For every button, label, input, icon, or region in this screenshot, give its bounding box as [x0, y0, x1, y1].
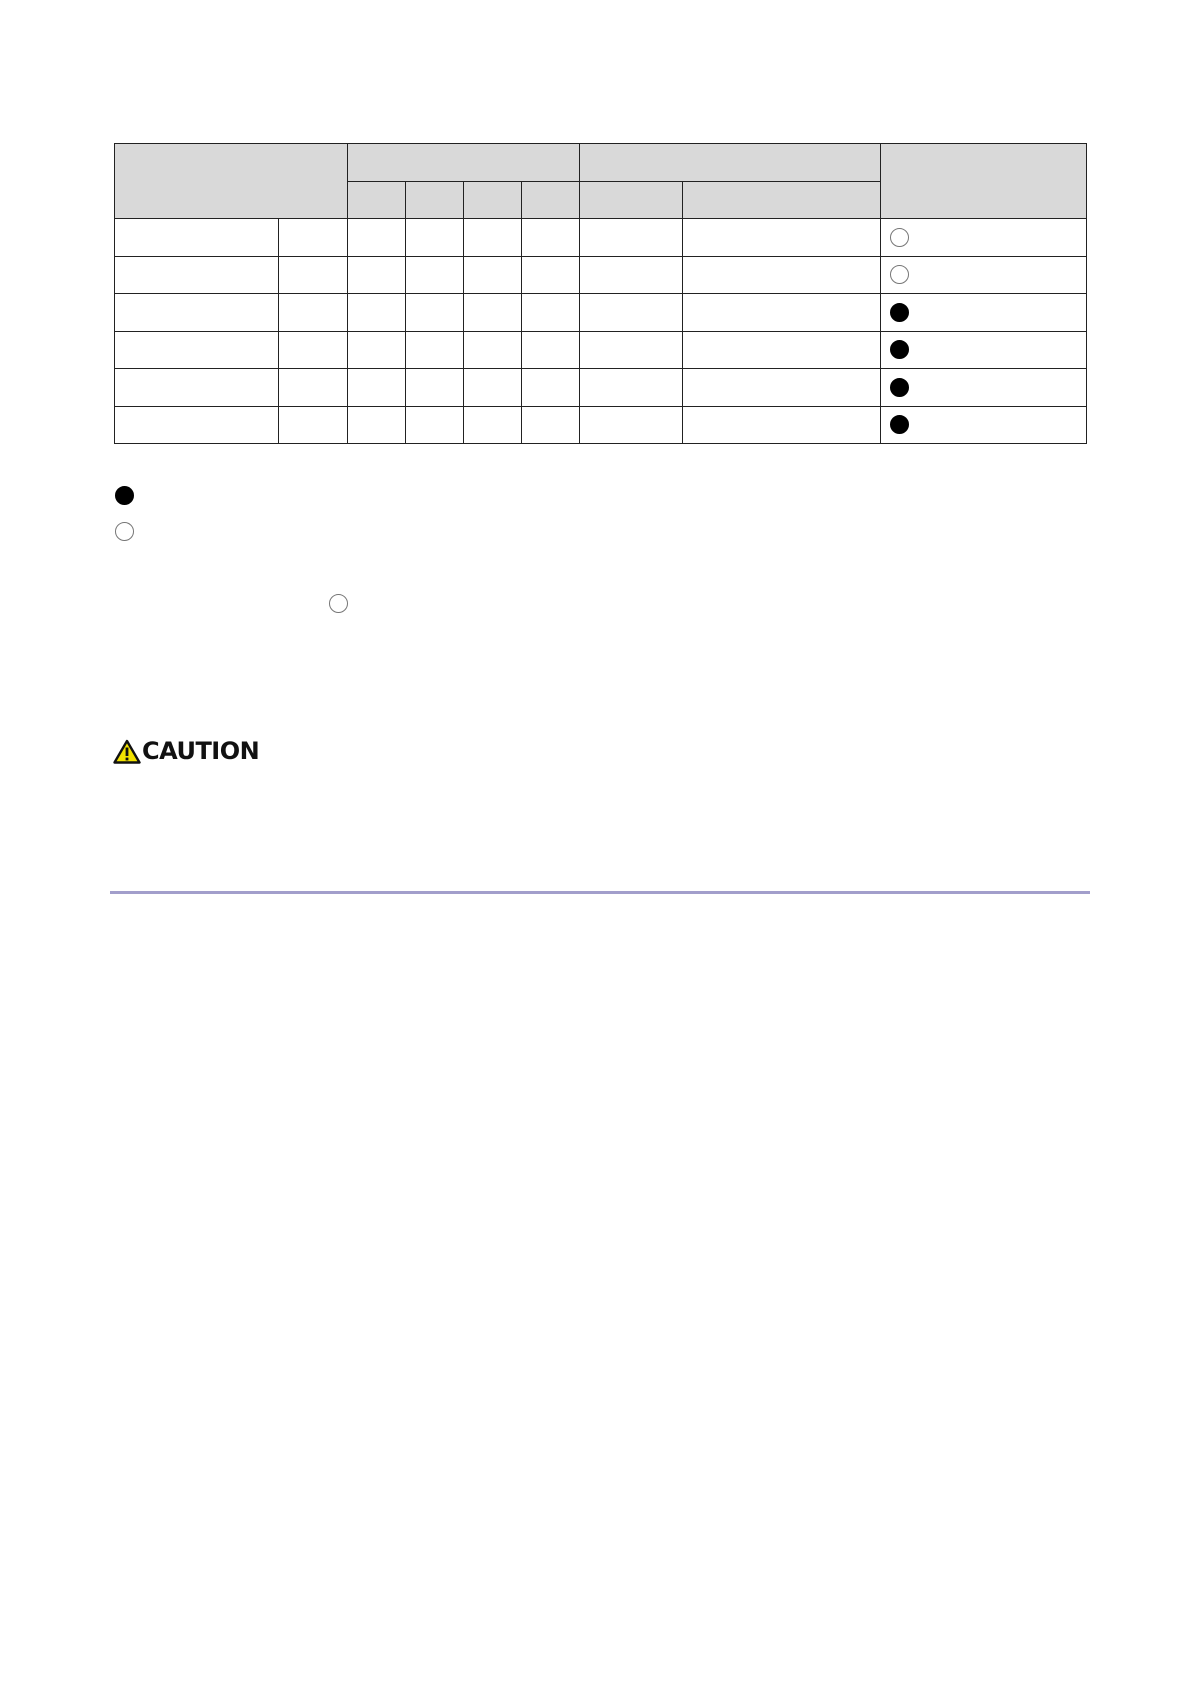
- table-cell: [464, 406, 522, 444]
- table-cell: [279, 369, 348, 407]
- table-cell: [348, 406, 406, 444]
- table-cell: [683, 256, 881, 294]
- table-row: [115, 219, 1087, 257]
- table-cell: [522, 256, 580, 294]
- table-cell: [115, 294, 279, 332]
- table-cell: [683, 219, 881, 257]
- subheader-cell: [348, 182, 406, 219]
- filled-circle-icon: [890, 340, 909, 359]
- header-cell: [881, 144, 1087, 219]
- table-row: [115, 294, 1087, 332]
- table-cell: [683, 331, 881, 369]
- table-cell: [348, 331, 406, 369]
- table-cell: [464, 219, 522, 257]
- subheader-cell: [464, 182, 522, 219]
- table-row: [115, 369, 1087, 407]
- legend-item-open: [115, 522, 134, 541]
- table-cell: [683, 406, 881, 444]
- open-circle-icon: [329, 594, 348, 613]
- table-cell: [406, 219, 464, 257]
- subheader-cell: [406, 182, 464, 219]
- table-cell: [580, 406, 683, 444]
- table-cell: [406, 369, 464, 407]
- table-cell: [115, 219, 279, 257]
- table-cell: [580, 256, 683, 294]
- table-header-row: [115, 144, 1087, 182]
- warning-triangle-icon: [113, 739, 141, 764]
- mark-cell: [881, 219, 1087, 257]
- filled-circle-icon: [890, 303, 909, 322]
- caution-heading: [113, 738, 259, 764]
- filled-circle-icon: [890, 378, 909, 397]
- table-row: [115, 406, 1087, 444]
- table-cell: [580, 369, 683, 407]
- subheader-cell: [522, 182, 580, 219]
- subheader-cell: [683, 182, 881, 219]
- table-cell: [348, 294, 406, 332]
- table-cell: [464, 256, 522, 294]
- filled-circle-icon: [890, 415, 909, 434]
- table-cell: [406, 331, 464, 369]
- table-cell: [522, 406, 580, 444]
- mark-cell: [881, 369, 1087, 407]
- table-row: [115, 256, 1087, 294]
- mark-cell: [881, 406, 1087, 444]
- open-circle-icon: [890, 228, 909, 247]
- table-cell: [464, 331, 522, 369]
- mark-cell: [881, 294, 1087, 332]
- table-cell: [348, 369, 406, 407]
- subheader-cell: [580, 182, 683, 219]
- table-cell: [580, 219, 683, 257]
- mark-cell: [881, 256, 1087, 294]
- caution-label: CAUTION: [142, 737, 260, 765]
- legend-item-filled: [115, 486, 134, 505]
- table-cell: [464, 294, 522, 332]
- table-cell: [279, 406, 348, 444]
- table-cell: [522, 331, 580, 369]
- header-cell: [115, 144, 348, 219]
- open-circle-icon: [115, 522, 134, 541]
- table-cell: [406, 294, 464, 332]
- table-cell: [279, 331, 348, 369]
- table-cell: [115, 256, 279, 294]
- table-cell: [522, 294, 580, 332]
- table-cell: [348, 256, 406, 294]
- table-cell: [279, 219, 348, 257]
- table-cell: [406, 406, 464, 444]
- table-cell: [580, 331, 683, 369]
- table-cell: [683, 294, 881, 332]
- table-cell: [406, 256, 464, 294]
- mark-cell: [881, 331, 1087, 369]
- header-cell: [348, 144, 580, 182]
- table-cell: [348, 219, 406, 257]
- table-cell: [279, 256, 348, 294]
- table-cell: [683, 369, 881, 407]
- table-row: [115, 331, 1087, 369]
- table-cell: [522, 369, 580, 407]
- header-cell: [580, 144, 881, 182]
- table-cell: [464, 369, 522, 407]
- table-body: [115, 219, 1087, 444]
- table-cell: [115, 331, 279, 369]
- table-cell: [279, 294, 348, 332]
- open-circle-icon: [890, 265, 909, 284]
- table-cell: [522, 219, 580, 257]
- note-marker: [329, 594, 348, 613]
- table-cell: [115, 369, 279, 407]
- table-cell: [580, 294, 683, 332]
- filled-circle-icon: [115, 486, 134, 505]
- spec-table: [114, 143, 1087, 444]
- table-cell: [115, 406, 279, 444]
- section-divider: [110, 891, 1090, 894]
